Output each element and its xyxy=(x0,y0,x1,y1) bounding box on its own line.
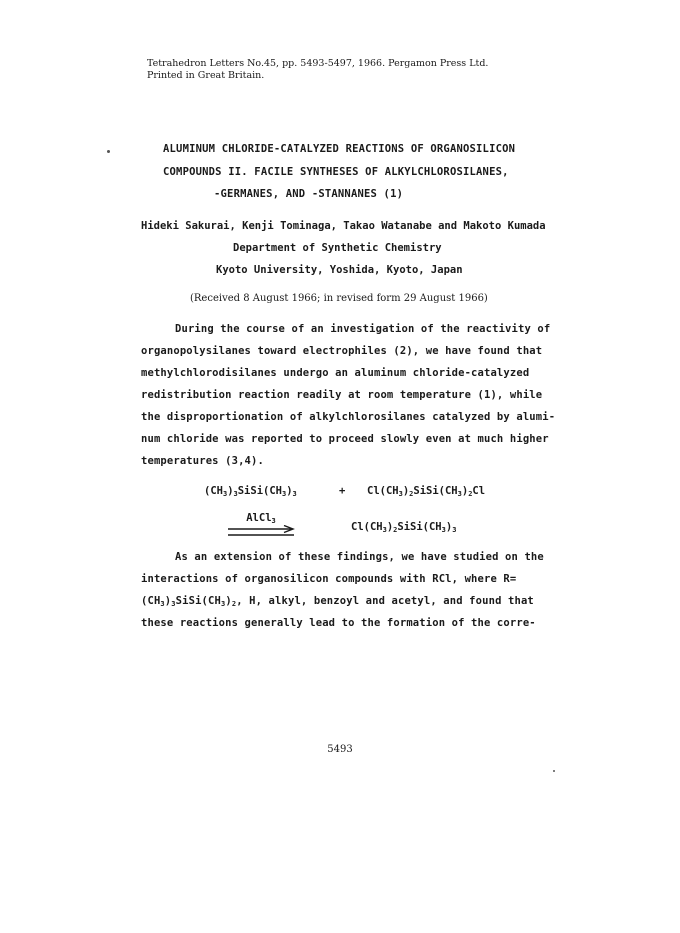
paragraph-1-line: num chloride was reported to proceed slowly even at much higher xyxy=(141,433,549,445)
paragraph-1-line: temperatures (3,4). xyxy=(141,455,264,467)
plus-sign: + xyxy=(339,485,346,497)
author-department: Department of Synthetic Chemistry xyxy=(233,242,442,254)
journal-header xyxy=(147,58,488,82)
paragraph-1-line: organopolysilanes toward electrophiles (2), we have found that xyxy=(141,345,543,357)
received-date: (Received 8 August 1966; in revised form 29 August 1966) xyxy=(190,293,488,304)
paragraph-2-line: these reactions generally lead to the formation of the corre- xyxy=(141,617,536,629)
paragraph-1-line: methylchlorodisilanes undergo an aluminum chloride-catalyzed xyxy=(141,367,530,379)
product-chloropentamethyldisilane: $Cl(CH_3)_2SiSi(CH_3)_3$ xyxy=(351,521,457,534)
page-number: 5493 xyxy=(327,744,353,755)
reactant-dichlorotetramethyldisilane: $Cl(CH_3)_2SiSi(CH_3)_2Cl$ xyxy=(367,485,486,498)
paragraph-1-line: the disproportionation of alkylchlorosilanes catalyzed by alumi- xyxy=(141,411,556,423)
title-line-2: COMPOUNDS II. FACILE SYNTHESES OF ALKYLCHLOROSILANES, xyxy=(163,166,509,178)
paragraph-2-line: As an extension of these findings, we have studied on the xyxy=(175,551,544,563)
catalyst-label: AlCl$_3$ xyxy=(246,512,276,525)
equilibrium-arrow xyxy=(226,512,296,542)
author-university: Kyoto University, Yoshida, Kyoto, Japan xyxy=(216,264,463,276)
reactant-hexamethyldisilane: $(CH_3)_3SiSi(CH_3)_3$ xyxy=(204,485,297,498)
paragraph-2-line: interactions of organosilicon compounds with RCl, where R= xyxy=(141,573,517,585)
equilibrium-arrows-icon xyxy=(226,525,296,539)
author-names: Hideki Sakurai, Kenji Tominaga, Takao Watanabe and Makoto Kumada xyxy=(141,220,546,232)
title-line-3: -GERMANES, AND -STANNANES (1) xyxy=(214,188,404,200)
journal-citation-line: Tetrahedron Letters No.45, pp. 5493-5497, 1966. Pergamon Press Ltd. xyxy=(147,58,489,69)
margin-speck xyxy=(107,150,110,153)
paragraph-1-line: redistribution reaction readily at room temperature (1), while xyxy=(141,389,543,401)
title-line-1: ALUMINUM CHLORIDE-CATALYZED REACTIONS OF ORGANOSILICON xyxy=(163,143,516,155)
paragraph-1-line: During the course of an investigation of the reactivity of xyxy=(175,323,551,335)
page-speck xyxy=(553,770,555,772)
printed-in-line: Printed in Great Britain. xyxy=(147,70,265,81)
paragraph-2-line: $(CH_3)_3SiSi(CH_3)_2$, H, alkyl, benzoyl and acetyl, and found that xyxy=(141,595,534,608)
